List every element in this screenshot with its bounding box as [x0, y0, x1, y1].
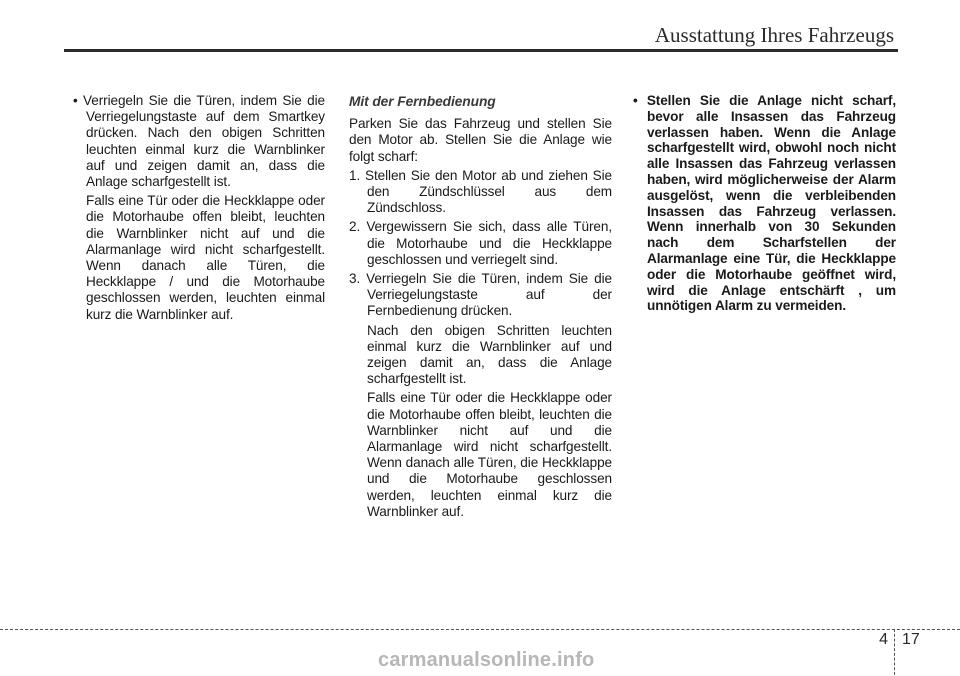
- step-2: 2. Vergewissern Sie sich, dass alle Türen, die Motorhaube und die Heckklappe geschlossen und verriegelt sind.: [349, 219, 612, 267]
- step-3-note-1: Nach den obigen Schritten leuchten einmal kurz die Warnblinker auf und zeigen damit an, dass die Anlage scharfgestellt ist.: [367, 322, 612, 387]
- section-heading-remote: Mit der Fernbedienung: [349, 94, 496, 109]
- chapter-number: 4: [879, 631, 888, 648]
- column-right: [633, 93, 896, 314]
- paragraph-intro: Parken Sie das Fahrzeug und stellen Sie den Motor ab. Stellen Sie die Anlage wie folgt scharf:: [349, 116, 612, 164]
- footer-divider: [894, 629, 895, 675]
- step-1: 1. Stellen Sie den Motor ab und ziehen Sie den Zündschlüssel aus dem Zündschloss.: [349, 167, 612, 216]
- page-number: 17: [902, 631, 920, 648]
- column-middle: [349, 94, 612, 520]
- warning-bullet: • Stellen Sie die Anlage nicht scharf, bevor alle Insassen das Fahrzeug verlassen haben. Wenn die Anlage scharfgestellt wird, obwohl noch nicht alle Insassen das Fahrzeug verlassen haben, wird möglicherweise der Alarm ausgelöst, wenn die verbleibenden Insassen das Fahrzeug verlassen. Wenn innerhalb von 30 Sekunden nach dem Scharfstellen der Alarmanlage eine Tür, die Heckklappe oder die Motorhaube geöffnet wird, wird die Anlage entschärft , um unnötigen Alarm zu vermeiden.: [633, 93, 896, 314]
- footer-rule: [0, 629, 960, 630]
- header-rule: [64, 49, 898, 52]
- step-3: 3. Verriegeln Sie die Türen, indem Sie die Verriegelungstaste auf der Fernbedienung drücken.: [349, 271, 612, 319]
- paragraph-door-open-note: Falls eine Tür oder die Heckklappe oder die Motorhaube offen bleibt, leuchten die Warnblinker nicht auf und die Alarmanlage wird nicht scharfgestellt. Wenn danach alle Türen, die Heckklappe / und die Motorhaube geschlossen werden, leuchten einmal kurz die Warnblinker auf.: [86, 193, 325, 322]
- page-header-title: Ausstattung Ihres Fahrzeugs: [654, 23, 894, 47]
- column-left: [73, 93, 325, 323]
- watermark: carmanualsonline.info: [378, 649, 595, 671]
- step-3-note-2: Falls eine Tür oder die Heckklappe oder die Motorhaube offen bleibt, leuchten die Warnblinker nicht auf und die Alarmanlage wird nicht scharfgestellt. Wenn danach alle Türen, die Heckklappe und die Motorhaube geschlossen werden, leuchten einmal kurz die Warnblinker auf.: [367, 390, 612, 519]
- bullet-lock-smartkey: • Verriegeln Sie die Türen, indem Sie die Verriegelungstaste auf dem Smartkey drücken. Nach den obigen Schritten leuchten einmal kurz die Warnblinker auf und zeigen damit an, dass die Anlage scharfgestellt ist.: [73, 93, 325, 190]
